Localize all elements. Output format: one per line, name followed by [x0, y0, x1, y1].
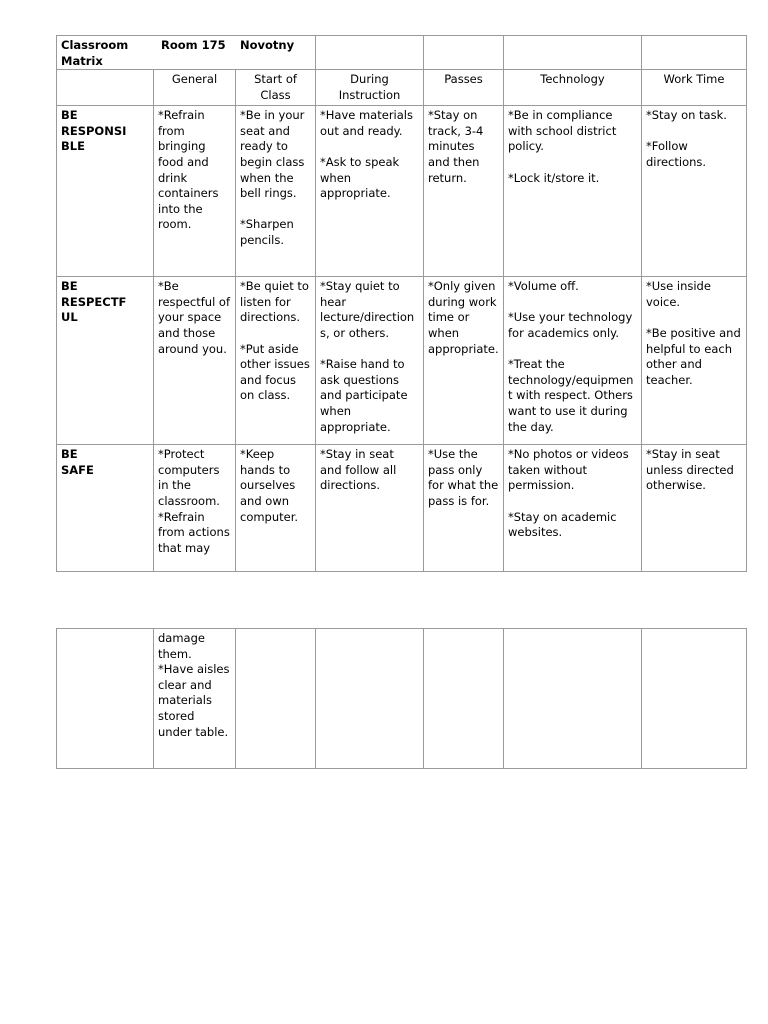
- col-header-technology: Technology: [504, 70, 642, 106]
- col-header-work-time: Work Time: [642, 70, 747, 106]
- cell-text: *Protect computers in the classroom. *Refrain from actions that may: [158, 447, 230, 555]
- cell-text: *Only given during work time or when appropriate.: [428, 279, 499, 356]
- table-cell: [642, 277, 747, 445]
- table-cell: [57, 629, 154, 769]
- cell-text: *Have materials out and ready. *Ask to speak when appropriate.: [320, 108, 413, 201]
- table-cell: [316, 629, 424, 769]
- cell-text: *Stay in seat and follow all directions.: [320, 447, 397, 493]
- title-cell: [57, 36, 316, 70]
- corner-cell: [57, 70, 154, 106]
- col-header-general: General: [154, 70, 236, 106]
- classroom-matrix-table: [56, 35, 747, 572]
- cell-text: *Be quiet to listen for directions. *Put aside other issues and focus on class.: [240, 279, 310, 403]
- table-cell: [236, 445, 316, 572]
- row-be-responsible: [57, 106, 747, 277]
- cell-text: *Stay in seat unless directed otherwise.: [646, 447, 734, 493]
- cell-text: damage them. *Have aisles clear and materials stored under table.: [158, 631, 230, 739]
- table-cell: [642, 106, 747, 277]
- cell-text: *Use inside voice. *Be positive and helpful to each other and teacher.: [646, 279, 741, 387]
- row-be-safe: [57, 445, 747, 572]
- table-cell: [154, 106, 236, 277]
- table-cell: [236, 106, 316, 277]
- table-cell: [316, 445, 424, 572]
- table-cell: [504, 629, 642, 769]
- col-header-start-of-class: Start of Class: [236, 70, 316, 106]
- blank-cell: [316, 36, 424, 70]
- table-cell: [236, 629, 316, 769]
- cell-text: *Stay on task. *Follow directions.: [646, 108, 727, 169]
- table-cell: [316, 277, 424, 445]
- table-cell: [424, 629, 504, 769]
- row-label-text: BE SAFE: [61, 447, 94, 477]
- table-cell: [642, 629, 747, 769]
- cell-text: *Stay quiet to hear lecture/directions, or others. *Raise hand to ask questions and participate when appropriate.: [320, 279, 415, 434]
- col-header-passes: Passes: [424, 70, 504, 106]
- table-cell: [424, 277, 504, 445]
- table-cell: [154, 277, 236, 445]
- title-text: Classroom Matrix: [61, 38, 129, 68]
- blank-cell: [504, 36, 642, 70]
- continuation-table: [56, 628, 747, 769]
- table-cell: [154, 629, 236, 769]
- table-cell: [424, 106, 504, 277]
- cell-text: *Be in your seat and ready to begin class when the bell rings. *Sharpen pencils.: [240, 108, 305, 247]
- cell-text: *Use the pass only for what the pass is for.: [428, 447, 499, 508]
- blank-cell: [642, 36, 747, 70]
- row-label-text: BE RESPECTF UL: [61, 279, 127, 325]
- continuation-row: [57, 629, 747, 769]
- teacher-text: Novotny: [240, 38, 295, 52]
- cell-text: *Refrain from bringing food and drink containers into the room.: [158, 108, 219, 232]
- row-label-text: BE RESPONSI BLE: [61, 108, 127, 154]
- row-be-respectful: [57, 277, 747, 445]
- table-cell: [424, 445, 504, 572]
- cell-text: *Be respectful of your space and those around you.: [158, 279, 231, 356]
- table-cell: [154, 445, 236, 572]
- table-cell: [316, 106, 424, 277]
- header-row: [57, 70, 747, 106]
- table-cell: [236, 277, 316, 445]
- cell-text: *Keep hands to ourselves and own computer.: [240, 447, 299, 524]
- title-row: [57, 36, 747, 70]
- row-label: [57, 445, 154, 572]
- table-cell: [504, 277, 642, 445]
- col-header-during-instruction: During Instruction: [316, 70, 424, 106]
- blank-cell: [424, 36, 504, 70]
- row-label: [57, 106, 154, 277]
- table-cell: [504, 445, 642, 572]
- row-label: [57, 277, 154, 445]
- cell-text: *No photos or videos taken without permission. *Stay on academic websites.: [508, 447, 629, 540]
- table-cell: [642, 445, 747, 572]
- room-text: Room 175: [161, 38, 226, 52]
- cell-text: *Stay on track, 3-4 minutes and then return.: [428, 108, 484, 185]
- table-cell: [504, 106, 642, 277]
- cell-text: *Volume off. *Use your technology for academics only. *Treat the technology/equipment with respect. Others want to use it during the day.: [508, 279, 634, 434]
- cell-text: *Be in compliance with school district policy. *Lock it/store it.: [508, 108, 617, 185]
